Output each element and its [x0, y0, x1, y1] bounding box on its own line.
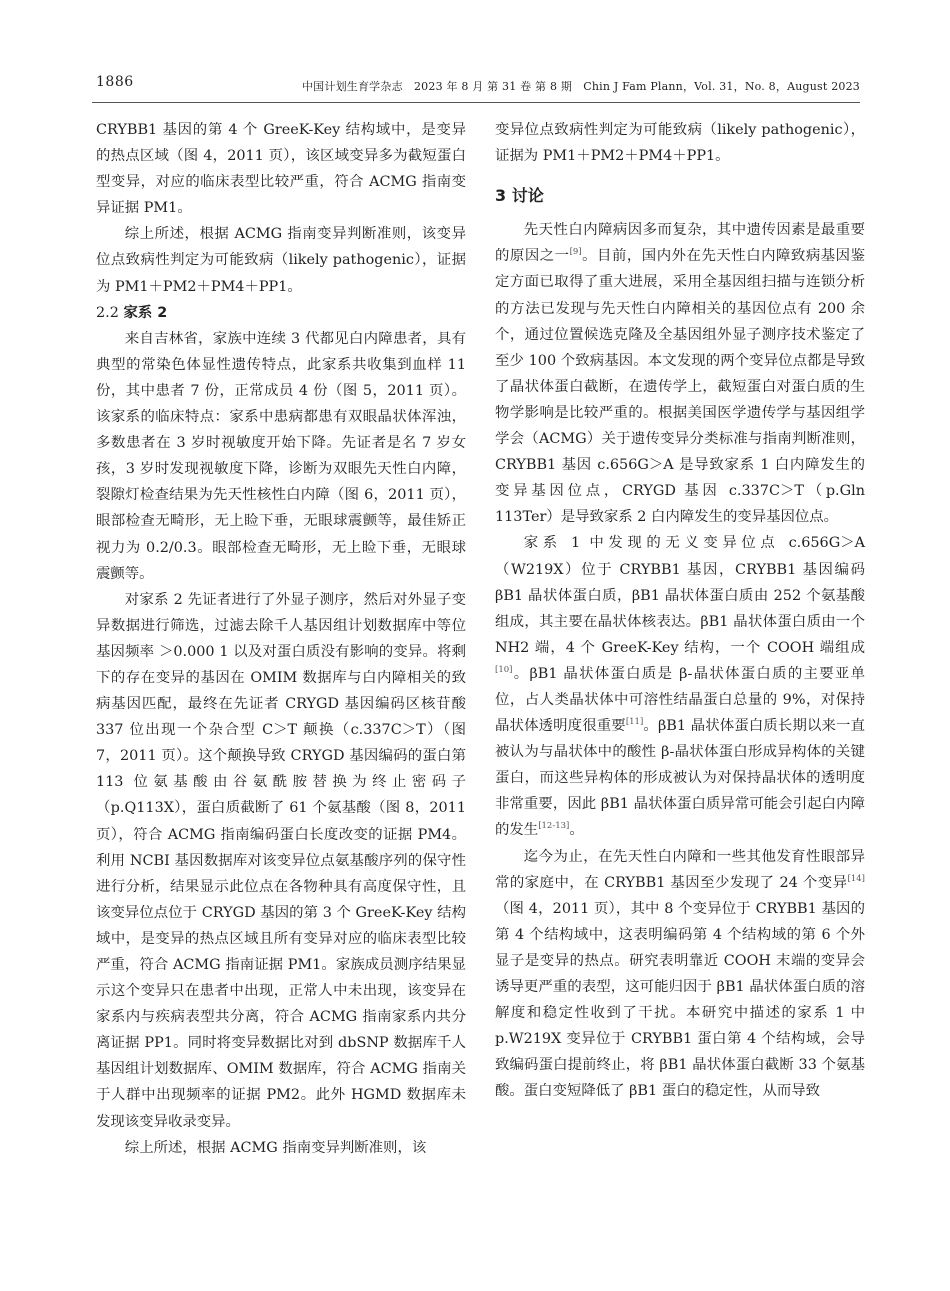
paragraph: CRYBB1 基因的第 4 个 GreeK-Key 结构域中，是变异的热点区域（图 4，2011 页），该区域变异多为截短蛋白型变异，对应的临床表型比较严重，符合 ACMG 指南变异证据 PM1。 [96, 122, 466, 217]
text-run: 。 [569, 822, 584, 839]
subsection-heading [96, 300, 466, 326]
paragraph [495, 844, 865, 1105]
paragraph: 变异位点致病性判定为可能致病（likely pathogenic），证据为 PM1＋PM2＋PM4＋PP1。 [495, 122, 865, 165]
text-run: 家系 1 中发现的无义变异位点 c.656G＞A（W219X）位于 CRYBB1 基因，CRYBB1 基因编码 βB1 晶状体蛋白质，βB1 晶状体蛋白质由 252 个氨基酸组成，其主要在晶状体核表达。βB1 晶状体蛋白质由一个 NH2 端，4 个 GreeK-Key 结构，一个 COOH 端组成 [495, 535, 865, 656]
right-column [495, 117, 865, 1104]
paragraph [495, 530, 865, 843]
subsection-number: 2.2 [96, 304, 119, 321]
page-number: 1886 [96, 74, 134, 90]
paragraph: 来自吉林省，家族中连续 3 代都见白内障患者，具有典型的常染色体显性遗传特点，此家系共收集到血样 11 份，其中患者 7 份，正常成员 4 份（图 5，2011 页）。该家系的临床特点：家系中患病都患有双眼晶状体浑浊，多数患者在 3 岁时视敏度开始下降。先证者是名 7 岁女孩，3 岁时发现视敏度下降，诊断为双眼先天性白内障，裂隙灯检查结果为先天性核性白内障（图 6，2011 页），眼部检查无畸形，无上睑下垂，无眼球震颤等，最佳矫正视力为 0.2/0.3。眼部检查无畸形，无上睑下垂，无眼球震颤等。 [96, 330, 466, 582]
citation: [12-13] [538, 821, 570, 832]
header-rule [92, 102, 860, 103]
running-header: 中国计划生育学杂志 2023 年 8 月 第 31 卷 第 8 期 Chin J Fam Plann，Vol. 31，No. 8，August 2023 [301, 80, 860, 93]
subsection-title: 家系 2 [123, 304, 168, 321]
citation: [14] [847, 873, 865, 884]
text-run: 。βB1 晶状体蛋白质是 β-晶状体蛋白质的主要亚单位，占人类晶状体中可溶性结晶蛋白总量的 9%，对保持晶状体透明度很重要 [495, 665, 865, 735]
text-run: 。βB1 晶状体蛋白质长期以来一直被认为与晶状体中的酸性 β-晶状体蛋白形成异构体的关键蛋白，而这些异构体的形成被认为对保持晶状体的透明度非常重要，因此 βB1 晶状体蛋白质异常可能会引起白内障的发生 [495, 718, 865, 839]
left-column [96, 117, 466, 1161]
text-run: 。目前，国内外在先天性白内障致病基因鉴定方面已取得了重大进展，采用全基因组扫描与连锁分析的方法已发现与先天性白内障相关的基因位点有 200 余个，通过位置候选克隆及全基因组外显子测序技术鉴定了至少 100 个致病基因。本文发现的两个变异位点都是导致了晶状体蛋白截断，在遗传学上，截短蛋白对蛋白质的生物学影响是比较严重的。根据美国医学遗传学与基因组学学会（ACMG）关于遗传变异分类标准与指南判断准则，CRYBB1 基因 c.656G＞A 是导致家系 1 白内障发生的变异基因位点，CRYGD 基因 c.337C＞T（p.Gln 113Ter）是导致家系 2 白内障发生的变异基因位点。 [495, 248, 865, 526]
paragraph: 综上所述，根据 ACMG 指南变异判断准则，该变异位点致病性判定为可能致病（likely pathogenic），证据为 PM1＋PM2＋PM4＋PP1。 [96, 226, 466, 295]
citation: [11] [625, 717, 644, 728]
text-run: 迄今为止，在先天性白内障和一些其他发育性眼部异常的家庭中，在 CRYBB1 基因至少发现了 24 个变异 [495, 848, 865, 891]
citation: [9] [569, 247, 582, 258]
paragraph [495, 217, 865, 530]
citation: [10] [495, 665, 513, 676]
paragraph: 综上所述，根据 ACMG 指南变异判断准则，该 [124, 1139, 427, 1156]
paragraph: 对家系 2 先证者进行了外显子测序，然后对外显子变异数据进行筛选，过滤去除千人基因组计划数据库中等位基因频率 ＞0.000 1 以及对蛋白质没有影响的变异。将剩下的存在变异的基因在 OMIM 数据库与白内障相关的致病基因匹配，最终在先证者 CRYGD 基因编码区核苷酸 337 位出现一个杂合型 C＞T 颠换（c.337C＞T）（图 7，2011 页）。这个颠换导致 CRYGD 基因编码的蛋白第 113 位氨基酸由谷氨酰胺替换为终止密码子（p.Q113X），蛋白质截断了 61 个氨基酸（图 8，2011 页），符合 ACMG 指南编码蛋白长度改变的证据 PM4。利用 NCBI 基因数据库对该变异位点氨基酸序列的保守性进行分析，结果显示此位点在各物种具有高度保守性，且该变异位点位于 CRYGD 基因的第 3 个 GreeK-Key 结构域中，是变异的热点区域且所有变异对应的临床表型比较严重，符合 ACMG 指南证据 PM1。家族成员测序结果显示这个变异只在患者中出现，正常人中未出现，该变异在家系内与疾病表型共分离，符合 ACMG 指南家系内共分离证据 PP1。同时将变异数据比对到 dbSNP 数据库千人基因组计划数据库、OMIM 数据库，符合 ACMG 指南关于人群中出现频率的证据 PM2。此外 HGMD 数据库未发现该变异收录变异。 [96, 591, 466, 1130]
text-run: （图 4，2011 页），其中 8 个变异位于 CRYBB1 基因的第 4 个结构域中，这表明编码第 4 个结构域的第 6 个外显子是变异的热点。研究表明靠近 COOH 末端的变异会诱导更严重的表型，这可能归因于 βB1 晶状体蛋白质的溶解度和稳定性收到了干扰。本研究中描述的家系 1 中 p.W219X 变异位于 CRYBB1 蛋白第 4 个结构域，会导致编码蛋白提前终止，将 βB1 晶状体蛋白截断 33 个氨基酸。蛋白变短降低了 βB1 蛋白的稳定性，从而导致 [495, 900, 865, 1100]
section-heading: 3 讨论 [495, 186, 544, 206]
text-run: 先天性白内障病因多而复杂，其中遗传因素是最重要的原因之一 [495, 222, 865, 265]
